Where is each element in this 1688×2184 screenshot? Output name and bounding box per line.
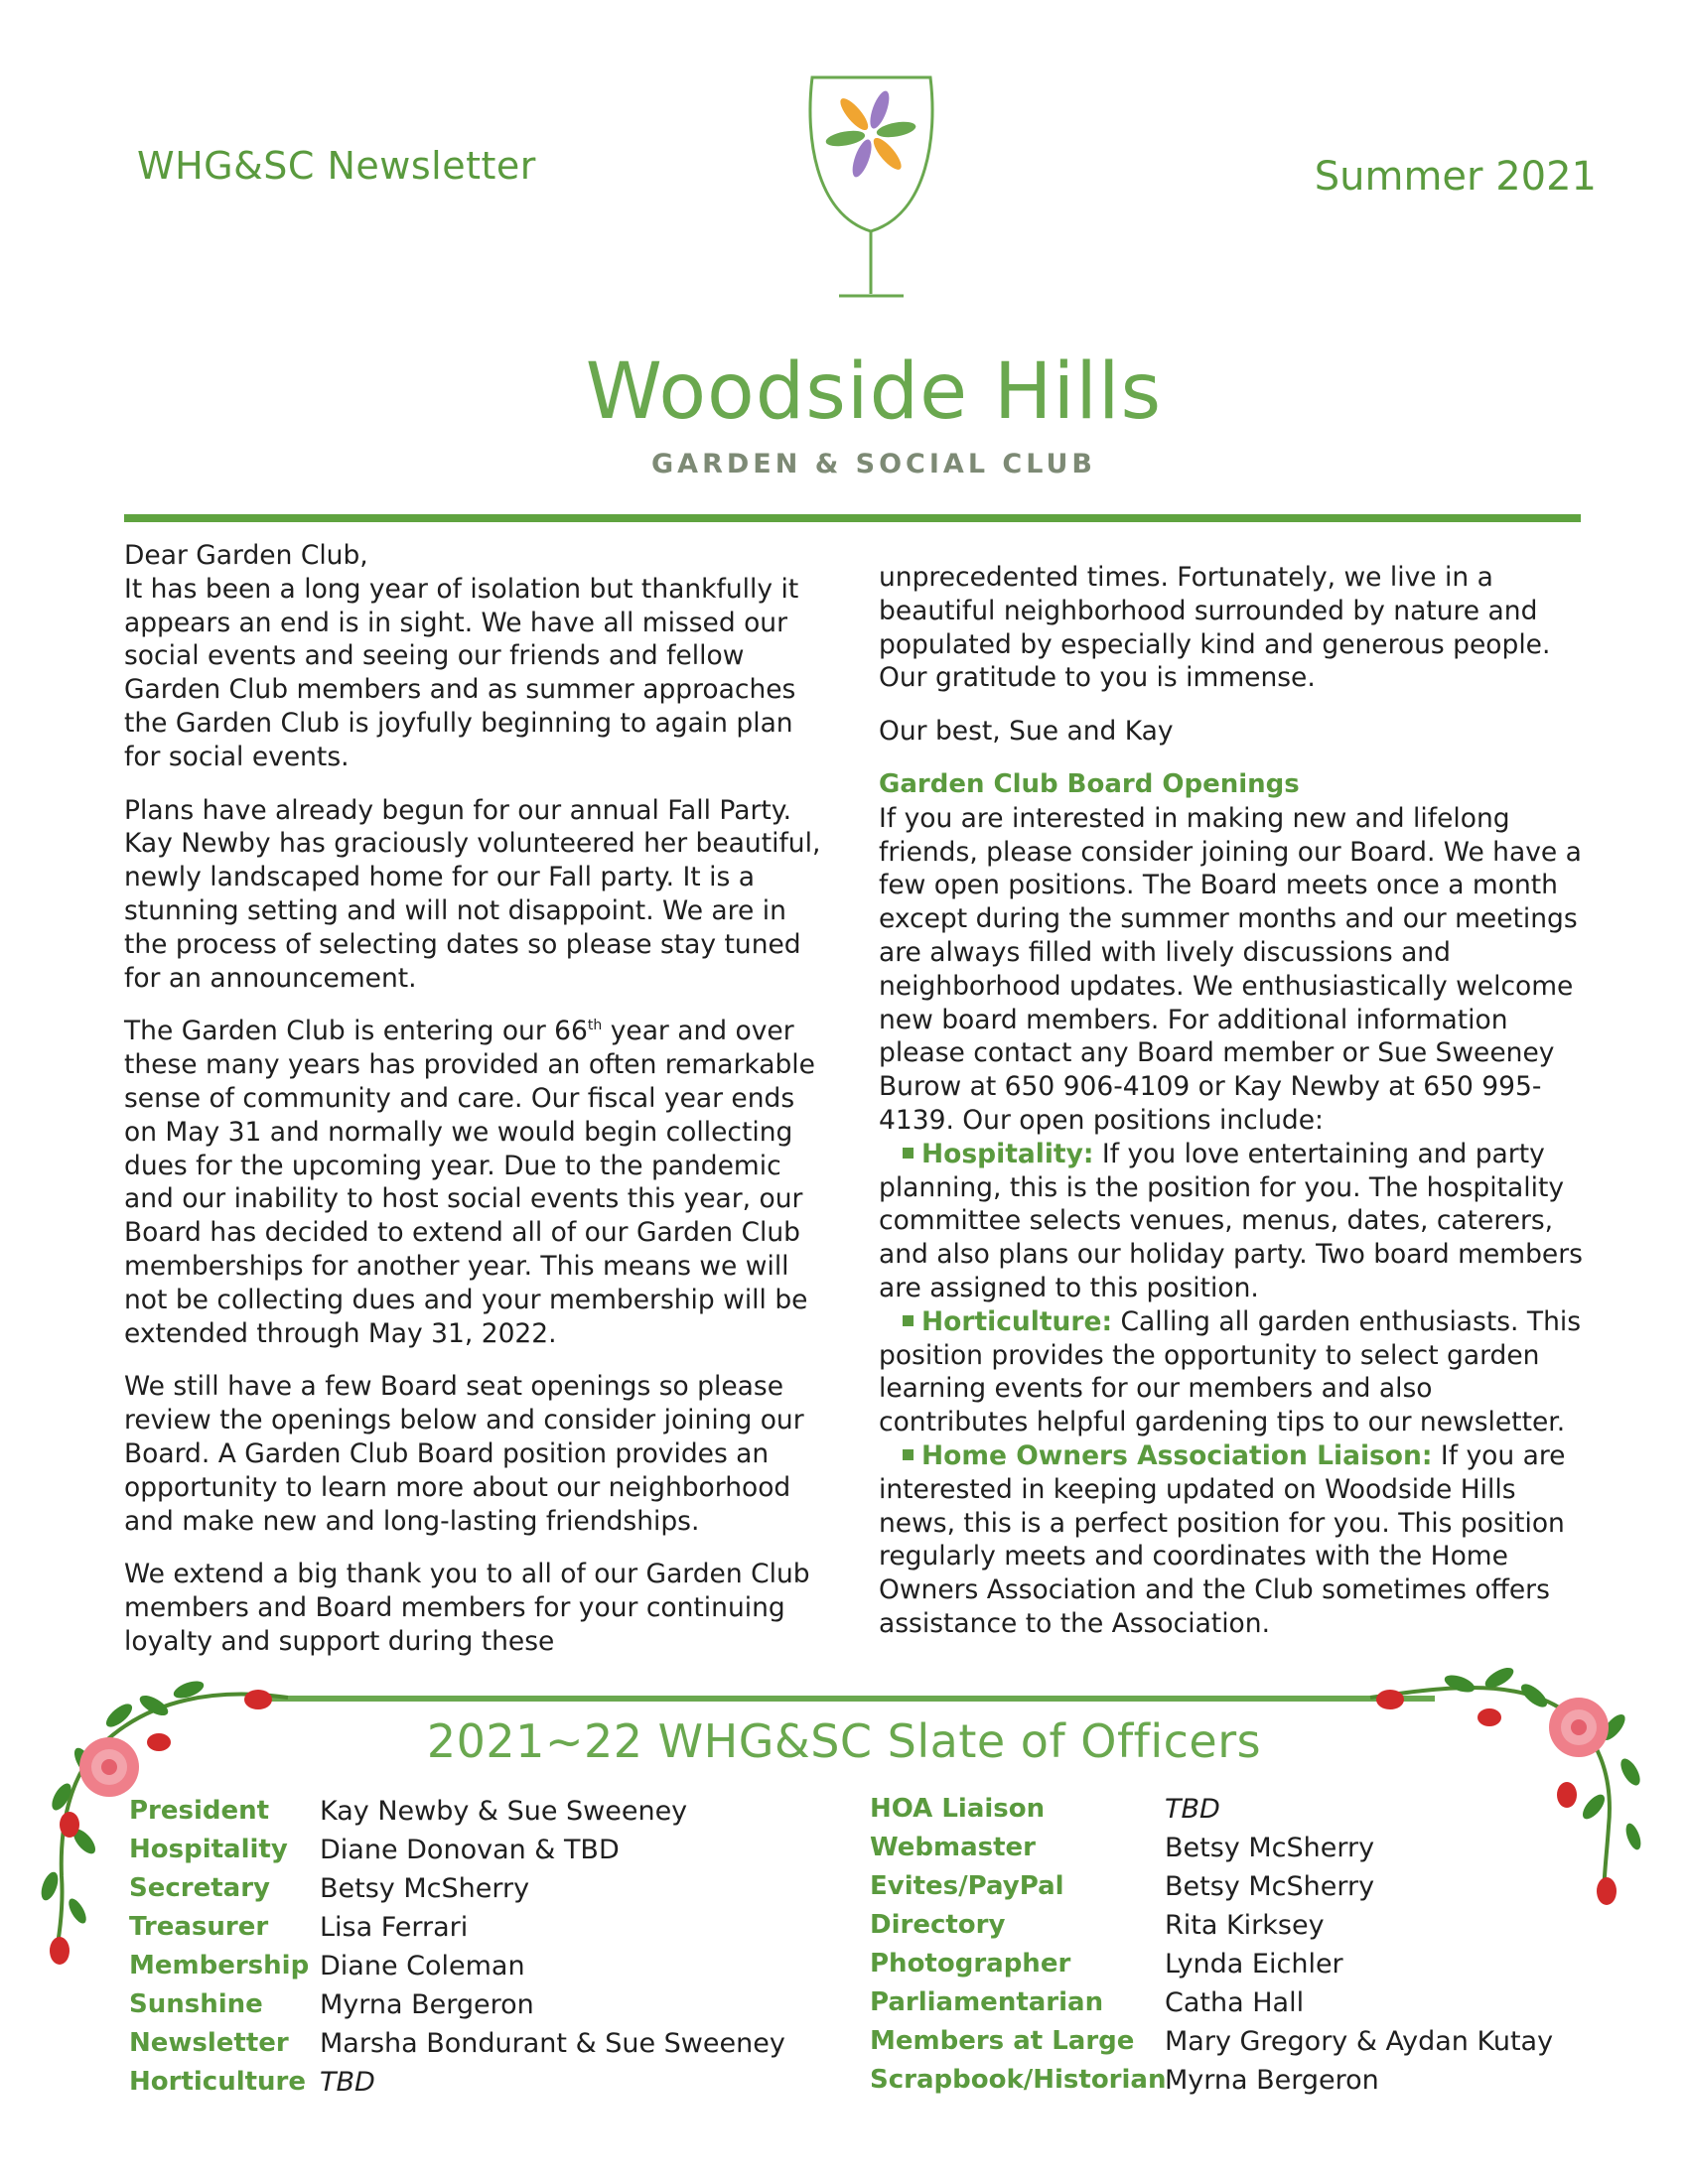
officer-name: Lynda Eichler [1165,1949,1343,1979]
letter-paragraph-2: Plans have already begun for our annual Fall Party. Kay Newby has graciously volunteered her beautiful, newly landscaped home for our Fall party. It is a stunning setting and will not disappoint. We are in the process of selecting dates so please stay tuned for an announcement. [124,794,821,994]
brand-subtitle: GARDEN & SOCIAL CLUB [651,449,1096,479]
letter-signoff: Our best, Sue and Kay [879,716,1174,748]
officer-role: Webmaster [870,1833,1036,1862]
officer-name: TBD [320,2067,375,2098]
letter-paragraph-4: We still have a few Board seat openings so please review the openings below and consider joining our Board. A Garden Club Board position provides an opportunity to learn more about our neighborhood and make new and long-lasting friendships. [124,1371,804,1537]
officer-name: Betsy McSherry [1165,1833,1375,1863]
openings-intro: If you are interested in making new and lifelong friends, please consider joining our Board. We have a few open positions. The Board meets once a month except during the summer months and our meetings are always filled with lively discussions and neighborhood updates. We enthusiastically welcome new board members. For additional information please contact any Board member or Sue Sweeney Burow at 650 906-4109 or Kay Newby at 650 995-4139. Our open positions include: [879,802,1582,1136]
season-label: Summer 2021 [1314,154,1597,200]
officer-row [870,1829,1585,1867]
header-divider [124,514,1581,522]
officer-role: Scrapbook/Historian [870,2065,1167,2095]
opening-item-hospitality [879,1138,1589,1305]
officer-name: Diane Coleman [320,1951,525,1981]
opening-text: If you are interested in keeping updated on Woodside Hills news, this is a perfect position for you. This position regularly meets and coordinates with the Home Owners Association and the Club sometimes offers assistance to the Association. [879,1439,1566,1639]
officer-row [870,1906,1585,1945]
officer-row [870,1790,1585,1829]
officer-row [129,1947,824,1985]
officer-name: Kay Newby & Sue Sweeney [320,1796,688,1827]
officer-row [129,1792,824,1831]
officer-role: Photographer [870,1949,1071,1979]
officers-right-list [870,1790,1585,2100]
letter-paragraph-6: unprecedented times. Fortunately, we live in a beautiful neighborhood surrounded by nature and populated by especially kind and generous people. Our gratitude to you is immense. [879,562,1551,694]
opening-item-horticulture [879,1305,1589,1439]
officer-role: Horticulture [129,2067,307,2097]
officer-row [870,2022,1585,2061]
officer-role: Hospitality [129,1835,288,1864]
opening-text: If you love entertaining and party planning, this is the position for you. The hospitality committee selects venues, menus, dates, caterers, and also plans our holiday party. Two board members are assigned to this position. [879,1138,1583,1303]
officer-name: Marsha Bondurant & Sue Sweeney [320,2028,785,2059]
opening-separator: : [1082,1138,1094,1169]
officer-row [870,1983,1585,2022]
officer-name: Betsy McSherry [320,1873,530,1904]
officer-role: Sunshine [129,1989,263,2019]
opening-item-hoa-liaison [879,1439,1589,1641]
officer-row [870,1945,1585,1983]
officer-row [129,2024,824,2063]
letter-paragraph-1: It has been a long year of isolation but thankfully it appears an end is in sight. We have all missed our social events and seeing our friends and fellow Garden Club members and as summer approaches the Garden Club is joyfully beginning to again plan for social events. [124,573,799,772]
officers-divider [253,1696,1435,1702]
opening-label: Horticulture [921,1305,1102,1337]
letter-salutation: Dear Garden Club, [124,540,368,571]
opening-label: Hospitality [921,1138,1083,1169]
officer-row [129,2063,824,2102]
bullet-icon [903,1315,914,1326]
bullet-icon [903,1148,914,1159]
officer-role: Members at Large [870,2026,1135,2056]
officer-name: TBD [1165,1794,1220,1825]
ordinal-suffix: th [587,1018,603,1034]
officer-row [129,1908,824,1947]
officer-name: Catha Hall [1165,1987,1305,2018]
officer-row [870,1867,1585,1906]
officer-role: Directory [870,1910,1006,1940]
letter-paragraph-3 [124,1015,834,1350]
officer-role: Newsletter [129,2028,289,2058]
letter-paragraph-5: We extend a big thank you to all of our Garden Club members and Board members for your continuing loyalty and support during these [124,1559,810,1657]
officer-row [870,2061,1585,2100]
officer-role: Parliamentarian [870,1987,1104,2017]
officer-role: Treasurer [129,1912,269,1942]
letter-left-column [124,539,834,1679]
officer-name: Myrna Bergeron [1165,2065,1379,2096]
newsletter-title: WHG&SC Newsletter [137,144,536,188]
officer-role: President [129,1796,270,1826]
officer-row [129,1831,824,1869]
officer-role: Membership [129,1951,310,1980]
officer-name: Lisa Ferrari [320,1912,469,1943]
brand-name: Woodside Hills [585,347,1163,437]
openings-heading: Garden Club Board Openings [879,768,1300,799]
officer-role: HOA Liaison [870,1794,1046,1824]
officers-title: 2021~22 WHG&SC Slate of Officers [426,1714,1262,1768]
officer-name: Myrna Bergeron [320,1989,534,2020]
letter-right-column [879,561,1589,1641]
opening-separator: : [1101,1305,1113,1337]
letter-paragraph-3-start: The Garden Club is entering our 66 [124,1016,588,1047]
officer-row [129,1869,824,1908]
officer-name: Diane Donovan & TBD [320,1835,620,1865]
officer-name: Betsy McSherry [1165,1871,1375,1902]
bullet-icon [903,1449,914,1460]
opening-text: Calling all garden enthusiasts. This position provides the opportunity to select garden learning events for our members and also contributes helpful gardening tips to our newsletter. [879,1305,1582,1438]
opening-label: Home Owners Association Liaison: [921,1439,1433,1471]
officer-role: Evites/PayPal [870,1871,1064,1901]
officer-name: Rita Kirksey [1165,1910,1325,1941]
officer-name: Mary Gregory & Aydan Kutay [1165,2026,1554,2057]
wine-glass-flower-logo [804,74,938,303]
officers-left-list [129,1792,824,2102]
letter-paragraph-3-end: year and over these many years has provided an often remarkable sense of community and care. Our fiscal year ends on May 31 and normally we would begin collecting dues for the upcoming year. Due to the pandemic and our inability to host social events this year, our Board has decided to extend all of our Garden Club memberships for another year. This means we will not be collecting dues and your membership will be extended through May 31, 2022. [124,1016,815,1349]
officer-row [129,1985,824,2024]
officer-role: Secretary [129,1873,270,1903]
